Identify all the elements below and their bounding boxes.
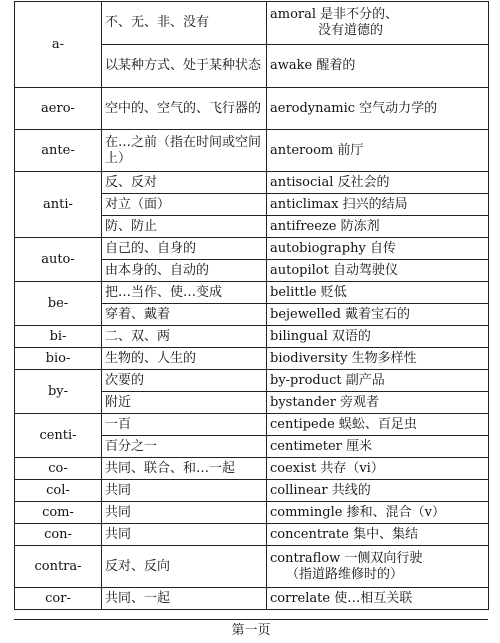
- example-cell: [267, 546, 489, 588]
- example-cell: awake 醒着的: [267, 45, 489, 88]
- example-cell: bejewelled 戴着宝石的: [267, 304, 489, 326]
- prefix-cell: bio-: [15, 348, 102, 370]
- table-row: [15, 2, 489, 45]
- table-row: [15, 282, 489, 304]
- example-cell: bilingual 双语的: [267, 326, 489, 348]
- example-cell: anticlimax 扫兴的结局: [267, 194, 489, 216]
- table-row: [15, 546, 489, 588]
- example-cell: belittle 贬低: [267, 282, 489, 304]
- page-footer: [14, 619, 488, 642]
- prefix-cell: con-: [15, 524, 102, 546]
- prefix-cell: bi-: [15, 326, 102, 348]
- meaning-cell: 共同、一起: [102, 588, 267, 610]
- prefix-cell: cor-: [15, 588, 102, 610]
- meaning-cell: 一百: [102, 414, 267, 436]
- table-row: [15, 172, 489, 194]
- meaning-cell: 在…之前（指在时间或空间上）: [102, 130, 267, 172]
- table-row: [15, 588, 489, 610]
- table-row: [15, 326, 489, 348]
- example-line: contraflow 一侧双向行驶: [270, 550, 423, 566]
- example-cell: autopilot 自动驾驶仪: [267, 260, 489, 282]
- meaning-cell: 共同: [102, 480, 267, 502]
- table-row: [15, 524, 489, 546]
- example-line-2: （指道路维修时的）: [286, 566, 404, 582]
- table-row: [15, 502, 489, 524]
- prefix-cell: auto-: [15, 238, 102, 282]
- meaning-cell: 穿着、戴着: [102, 304, 267, 326]
- example-cell: commingle 掺和、混合（v）: [267, 502, 489, 524]
- table-row: [15, 238, 489, 260]
- prefix-table: [14, 1, 489, 610]
- meaning-cell: 生物的、人生的: [102, 348, 267, 370]
- prefix-cell: col-: [15, 480, 102, 502]
- example-cell: antifreeze 防冻剂: [267, 216, 489, 238]
- meaning-cell: 共同: [102, 502, 267, 524]
- meaning-cell: 共同、联合、和…一起: [102, 458, 267, 480]
- meaning-cell: 百分之一: [102, 436, 267, 458]
- meaning-cell: 由本身的、自动的: [102, 260, 267, 282]
- prefix-cell: anti-: [15, 172, 102, 238]
- prefix-cell: ante-: [15, 130, 102, 172]
- prefix-cell: aero-: [15, 88, 102, 130]
- meaning-cell: 空中的、空气的、飞行器的: [102, 88, 267, 130]
- example-cell: bystander 旁观者: [267, 392, 489, 414]
- example-cell: correlate 使…相互关联: [267, 588, 489, 610]
- prefix-cell: by-: [15, 370, 102, 414]
- table-row: [15, 480, 489, 502]
- table-row: [15, 458, 489, 480]
- table-row: [15, 348, 489, 370]
- example-cell: coexist 共存（vi）: [267, 458, 489, 480]
- prefix-cell: a-: [15, 2, 102, 88]
- meaning-cell: 把…当作、使…变成: [102, 282, 267, 304]
- meaning-cell: 以某种方式、处于某种状态: [102, 45, 267, 88]
- example-cell: anteroom 前厅: [267, 130, 489, 172]
- page-label: 第一页: [231, 623, 271, 638]
- meaning-cell: 对立（面）: [102, 194, 267, 216]
- meaning-cell: 共同: [102, 524, 267, 546]
- prefix-cell: com-: [15, 502, 102, 524]
- example-cell: biodiversity 生物多样性: [267, 348, 489, 370]
- prefix-cell: co-: [15, 458, 102, 480]
- example-line: amoral 是非不分的、: [270, 7, 399, 22]
- example-cell: concentrate 集中、集结: [267, 524, 489, 546]
- example-cell: [267, 2, 489, 45]
- example-cell: autobiography 自传: [267, 238, 489, 260]
- example-cell: by-product 副产品: [267, 370, 489, 392]
- example-cell: antisocial 反社会的: [267, 172, 489, 194]
- meaning-cell: 不、无、非、没有: [102, 2, 267, 45]
- meaning-cell: 二、双、两: [102, 326, 267, 348]
- prefix-cell: centi-: [15, 414, 102, 458]
- meaning-cell: 附近: [102, 392, 267, 414]
- meaning-cell: 防、防止: [102, 216, 267, 238]
- meaning-cell: 反、反对: [102, 172, 267, 194]
- example-cell: collinear 共线的: [267, 480, 489, 502]
- table-row: [15, 370, 489, 392]
- example-cell: centimeter 厘米: [267, 436, 489, 458]
- example-cell: centipede 蜈蚣、百足虫: [267, 414, 489, 436]
- table-row: [15, 88, 489, 130]
- prefix-cell: contra-: [15, 546, 102, 588]
- prefix-cell: be-: [15, 282, 102, 326]
- meaning-cell: 反对、反向: [102, 546, 267, 588]
- meaning-cell: 自己的、自身的: [102, 238, 267, 260]
- table-row: [15, 414, 489, 436]
- example-cell: aerodynamic 空气动力学的: [267, 88, 489, 130]
- table-row: [15, 130, 489, 172]
- meaning-cell: 次要的: [102, 370, 267, 392]
- example-line-2: 没有道德的: [318, 23, 384, 38]
